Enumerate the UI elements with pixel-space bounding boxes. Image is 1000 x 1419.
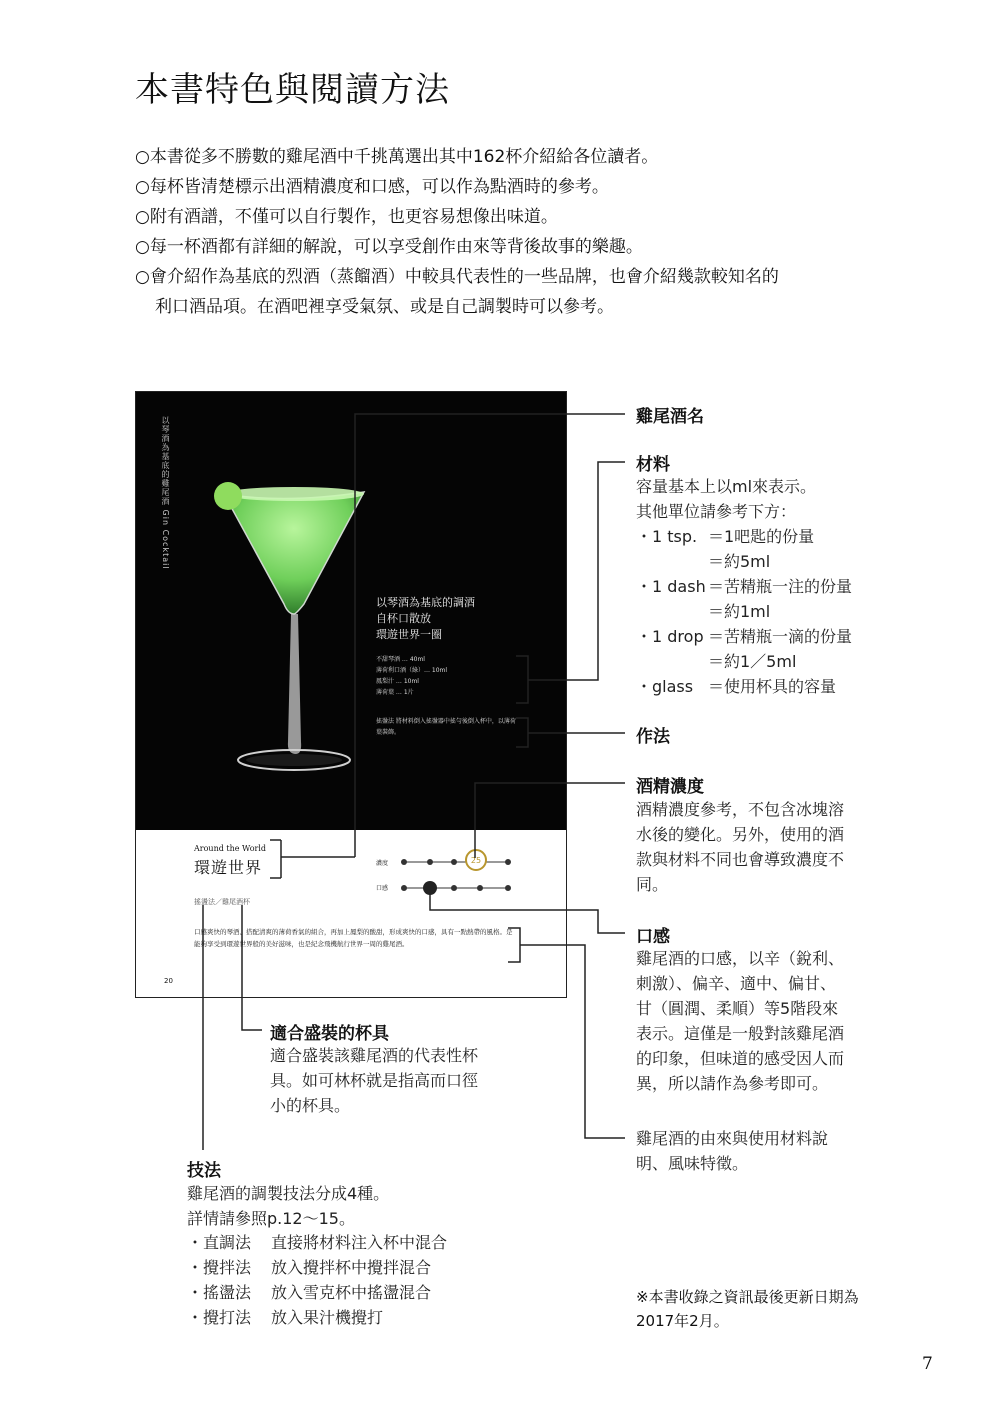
page-number: 7	[922, 1354, 933, 1374]
label-taste: 口感	[636, 927, 670, 947]
intro-item: 利口酒品項。在酒吧裡享受氣氛、或是自己調製時可以參考。	[155, 297, 614, 317]
tagline: 以琴酒為基底的調酒 自杯口散放 環遊世界一圈	[376, 596, 475, 641]
technique-list: ・直調法 直接將材料注入杯中混合 ・攪拌法 放入攪拌杯中攪拌混合 ・搖盪法 放入雪克杯中搖盪混合 ・攪打法 放入果汁機攪打	[187, 1233, 448, 1327]
label-technique: 技法	[187, 1161, 221, 1181]
sample-method: 搖盪法 將材料倒入搖盪器中搖勻後倒入杯中，以薄荷葉裝飾。	[376, 718, 516, 736]
taste-text: 雞尾酒的口感，以辛（銳利、 刺激）、偏辛、適中、偏甘、 甘（圓潤、柔順）等5階段來 表示。這僅是一般對該雞尾酒 的印象，但味道的感受因人而 異，所以請作為參考即可。	[636, 949, 845, 1093]
cocktail-name-en: Around the World	[194, 844, 267, 853]
sample-ingredients: 不甜琴酒 … 40ml 薄荷利口酒（綠）… 10ml 鳳梨汁 … 10ml 薄荷葉 … 1片	[376, 656, 448, 696]
page-title: 本書特色與閱讀方法	[135, 70, 450, 110]
technique-text: 雞尾酒的調製技法分成4種。 詳情請參照p.12～15。	[187, 1184, 390, 1228]
strength-scale-label: 濃度	[376, 860, 389, 867]
intro-item: ○每一杯酒都有詳細的解說，可以享受創作由來等背後故事的樂趣。	[135, 237, 643, 257]
update-note: ※本書收錄之資訊最後更新日期為 2017年2月。	[636, 1288, 859, 1330]
strength-value: 25	[470, 856, 482, 865]
sample-description: 口感爽快的琴酒、搭配清爽的薄荷香氣的組合，再加上鳳梨的酸甜，形成爽快的口感，具有一點熱帶的風格。是能夠享受到環遊世界般的美好滋味，也是紀念飛機航行世界一周的雞尾酒。	[194, 928, 513, 948]
taste-scale-label: 口感	[376, 885, 389, 892]
glass-text: 適合盛裝該雞尾酒的代表性杯 具。如可林杯就是指高而口徑 小的杯具。	[270, 1046, 479, 1115]
label-ingredients: 材料	[636, 455, 670, 475]
origin-text: 雞尾酒的由來與使用材料說 明、風味特徵。	[636, 1129, 829, 1173]
intro-item: ○會介紹作為基底的烈酒（蒸餾酒）中較具代表性的一些品牌，也會介紹幾款較知名的	[135, 267, 779, 287]
intro-item: ○本書從多不勝數的雞尾酒中千挑萬選出其中162杯介紹給各位讀者。	[135, 147, 659, 167]
intro-item: ○附有酒譜，不僅可以自行製作，也更容易想像出味道。	[135, 207, 558, 227]
label-strength: 酒精濃度	[636, 777, 704, 797]
category-vertical-text: 以琴酒為基底的雞尾酒 Gin Cocktail	[161, 416, 170, 570]
label-glass: 適合盛裝的杯具	[270, 1024, 389, 1044]
label-cocktail-name: 雞尾酒名	[636, 407, 704, 427]
unit-list: ・1 tsp. ＝1吧匙的份量 ＝約5ml ・1 dash ＝苦精瓶一注的份量 ＝約1ml ・1 drop ＝苦精瓶一滴的份量 ＝約1／5ml ・glass ＝使用杯具的容量	[636, 527, 853, 696]
ingredients-text: 容量基本上以ml來表示。 其他單位請參考下方：	[636, 477, 817, 521]
intro-item: ○每杯皆清楚標示出酒精濃度和口感，可以作為點酒時的參考。	[135, 177, 609, 197]
cocktail-name: 環遊世界	[194, 858, 263, 877]
strength-text: 酒精濃度參考，不包含冰塊溶 水後的變化。另外，使用的酒 款與材料不同也會導致濃度不 同。	[636, 800, 845, 894]
sample-technique: 搖盪法／雞尾酒杯	[194, 898, 250, 906]
sample-page-number: 20	[164, 977, 173, 985]
label-method: 作法	[636, 727, 670, 747]
